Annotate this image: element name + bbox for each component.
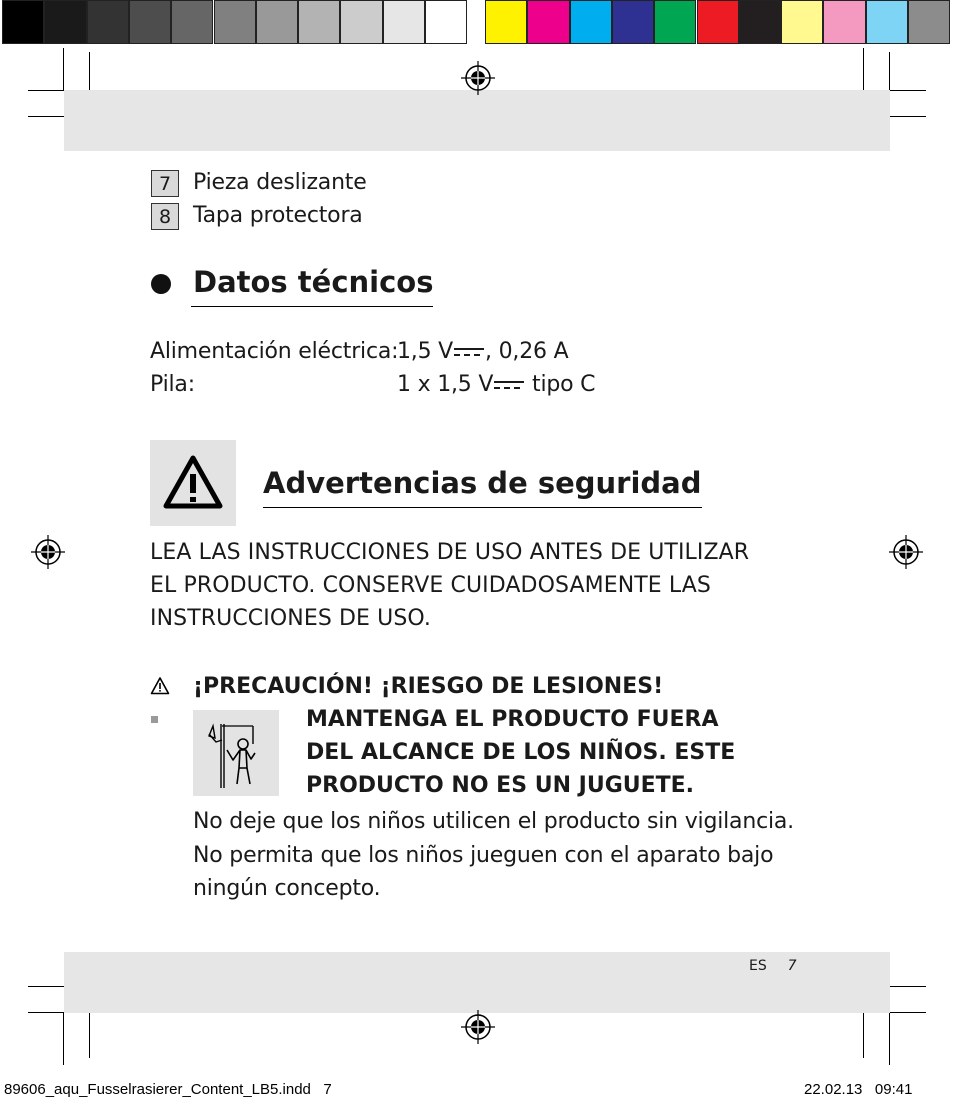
language-code: ES bbox=[749, 958, 767, 974]
grey-swatch bbox=[2, 0, 44, 44]
page-footer bbox=[749, 958, 797, 974]
child-hazard-icon bbox=[193, 710, 279, 796]
grey-swatch bbox=[171, 0, 213, 44]
registration-mark-icon bbox=[889, 535, 923, 569]
tech-label: Alimentación eléctrica: bbox=[150, 339, 399, 364]
text-line: MANTENGA EL PRODUCTO FUERA bbox=[306, 707, 719, 732]
part-number-box: 7 bbox=[151, 170, 179, 197]
registration-mark-icon bbox=[461, 1010, 495, 1044]
color-swatch bbox=[654, 0, 696, 44]
warning-triangle-icon bbox=[150, 440, 236, 526]
caution-heading: ¡PRECAUCIÓN! ¡RIESGO DE LESIONES! bbox=[193, 674, 664, 699]
grey-swatch bbox=[44, 0, 86, 44]
text-line: ningún concepto. bbox=[193, 876, 381, 901]
tech-value: 1,5 V , 0,26 A bbox=[397, 339, 569, 364]
child-hazard-icon-box bbox=[193, 710, 279, 796]
safety-intro bbox=[150, 536, 749, 635]
header-band bbox=[64, 90, 890, 151]
grey-swatch bbox=[214, 0, 256, 44]
color-swatch bbox=[612, 0, 654, 44]
part-label: Tapa protectora bbox=[193, 203, 363, 228]
page-number: 7 bbox=[787, 958, 797, 974]
color-swatch bbox=[527, 0, 569, 44]
grey-swatch bbox=[425, 0, 467, 44]
color-swatch bbox=[823, 0, 865, 44]
square-bullet-icon bbox=[151, 716, 158, 723]
section-heading: Datos técnicos bbox=[193, 265, 433, 299]
grey-swatch bbox=[129, 0, 171, 44]
color-swatch bbox=[866, 0, 908, 44]
grey-swatch bbox=[340, 0, 382, 44]
safety-body bbox=[193, 805, 794, 906]
small-warning-icon bbox=[150, 676, 170, 696]
direct-current-icon bbox=[454, 345, 484, 359]
direct-current-icon bbox=[494, 378, 524, 392]
color-swatch bbox=[739, 0, 781, 44]
text-line: DEL ALCANCE DE LOS NIÑOS. ESTE bbox=[306, 740, 736, 765]
child-warning bbox=[306, 703, 735, 802]
section-heading: Advertencias de seguridad bbox=[263, 466, 702, 500]
text-line: INSTRUCCIONES DE USO. bbox=[150, 606, 431, 631]
color-swatch bbox=[485, 0, 527, 44]
part-label: Pieza deslizante bbox=[193, 170, 367, 195]
tech-label: Pila: bbox=[150, 372, 195, 397]
color-swatch bbox=[570, 0, 612, 44]
text-line: No permita que los niños jueguen con el aparato bajo bbox=[193, 842, 774, 868]
registration-mark-icon bbox=[461, 61, 495, 95]
registration-mark-icon bbox=[31, 535, 65, 569]
text-line: No deje que los niños utilicen el producto sin vigilancia. bbox=[193, 809, 794, 834]
slug-date: 22.02.13 09:41 bbox=[804, 1081, 913, 1098]
text-line: PRODUCTO NO ES UN JUGUETE. bbox=[306, 773, 695, 798]
grey-swatch bbox=[256, 0, 298, 44]
color-swatch bbox=[908, 0, 950, 44]
text-line: EL PRODUCTO. CONSERVE CUIDADOSAMENTE LAS bbox=[150, 573, 711, 598]
bullet-icon bbox=[151, 274, 171, 294]
color-swatch bbox=[781, 0, 823, 44]
warning-icon-box bbox=[150, 440, 236, 526]
color-swatch bbox=[697, 0, 739, 44]
grey-swatch bbox=[383, 0, 425, 44]
part-number-box: 8 bbox=[151, 203, 179, 230]
slug-filename: 89606_aqu_Fusselrasierer_Content_LB5.indd 7 bbox=[4, 1081, 332, 1098]
tech-value: 1 x 1,5 V tipo C bbox=[397, 372, 596, 397]
grey-swatch bbox=[298, 0, 340, 44]
grey-swatch bbox=[87, 0, 129, 44]
text-line: LEA LAS INSTRUCCIONES DE USO ANTES DE UTILIZAR bbox=[150, 540, 750, 565]
